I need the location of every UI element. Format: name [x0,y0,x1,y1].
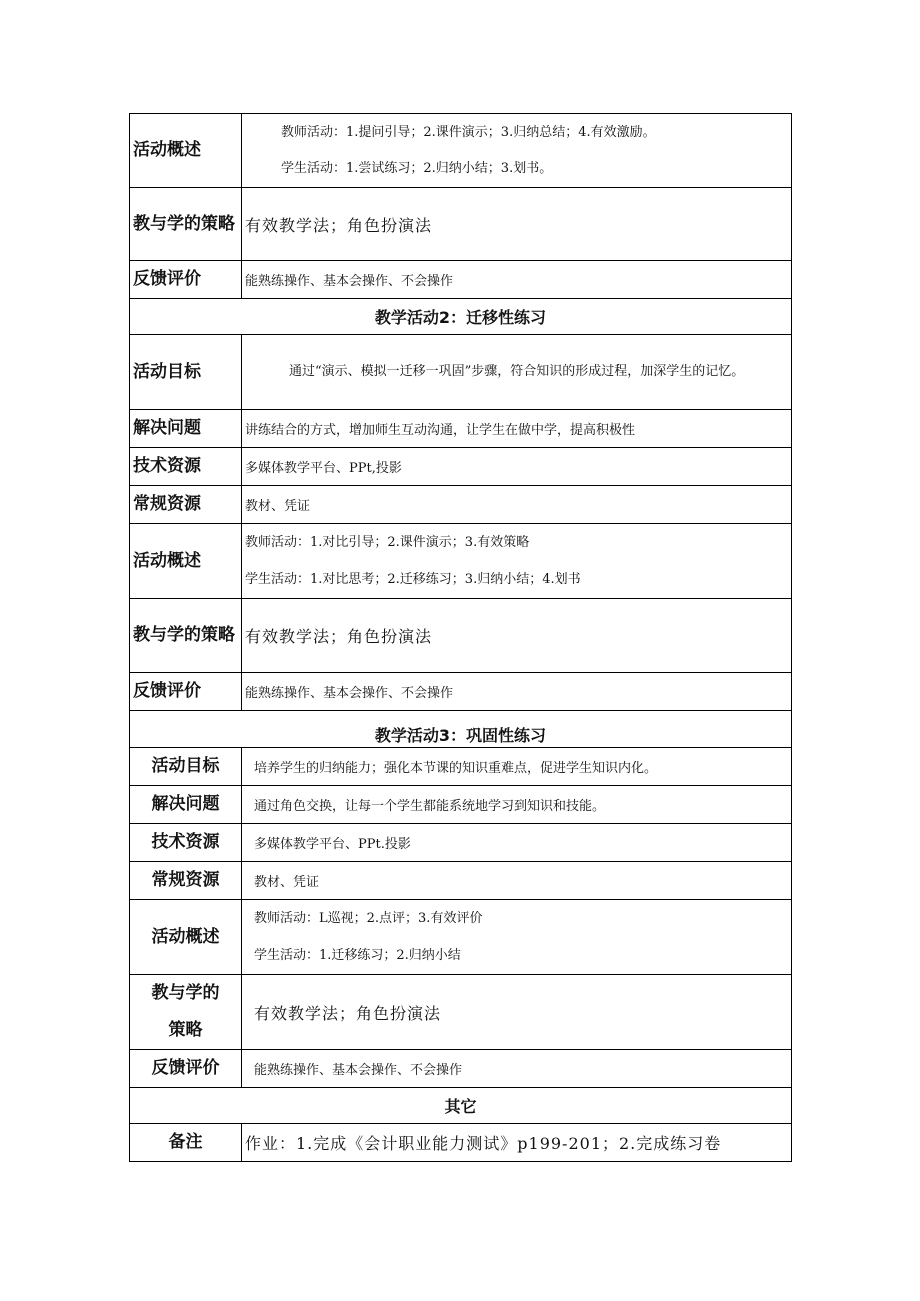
table-row [130,900,792,975]
activity2-overview-label: 活动概述 [130,524,242,599]
table-row [130,1088,792,1124]
lesson-plan-table [129,113,792,1162]
table-row [130,673,792,711]
feedback-label: 反馈评价 [130,261,242,299]
table-row [130,410,792,448]
activity3-title: 教学活动3：巩固性练习 [130,711,792,748]
table-row [130,1124,792,1162]
teacher-activity-text: 教师活动：L巡视；2.点评；3.有效评价 [254,911,483,926]
table-row [130,748,792,786]
activity2-goal-value: 通过“演示、模拟一迁移一巩固”步骤，符合知识的形成过程，加深学生的记忆。 [242,335,792,410]
activity3-strategy-value: 有效教学法；角色扮演法 [242,975,792,1050]
activity3-strategy-label: 教与学的策略 [130,975,242,1050]
activity3-feedback-label: 反馈评价 [130,1050,242,1088]
table-row [130,524,792,599]
strategy-label: 教与学的策略 [130,188,242,261]
table-row [130,599,792,673]
activity3-overview-value [242,900,792,975]
activity2-feedback-label: 反馈评价 [130,673,242,711]
table-row [130,711,792,748]
table-row [130,824,792,862]
student-activity-text: 学生活动：1.尝试练习；2.归纳小结；3.划书。 [281,160,553,176]
student-activity-text: 学生活动：1.迁移练习；2.归纳小结 [254,948,461,963]
activity3-problem-label: 解决问题 [130,786,242,824]
table-row [130,114,792,188]
activity3-goal-label: 活动目标 [130,748,242,786]
other-title: 其它 [130,1088,792,1124]
activity3-goal-value: 培养学生的归纳能力；强化本节课的知识重难点，促进学生知识内化。 [242,748,792,786]
note-label: 备注 [130,1124,242,1162]
table-row [130,862,792,900]
table-row [130,188,792,261]
activity3-regular-label: 常规资源 [130,862,242,900]
table-row [130,486,792,524]
activity2-goal-label: 活动目标 [130,335,242,410]
activity3-overview-label: 活动概述 [130,900,242,975]
activity3-feedback-value: 能熟练操作、基本会操作、不会操作 [242,1050,792,1088]
overview-value [242,114,792,188]
activity3-tech-value: 多媒体教学平台、PPt.投影 [242,824,792,862]
note-value: 作业：1.完成《会计职业能力测试》p199-201；2.完成练习卷 [242,1124,792,1162]
activity2-regular-value: 教材、凭证 [242,486,792,524]
activity2-overview-value [242,524,792,599]
activity2-feedback-value: 能熟练操作、基本会操作、不会操作 [242,673,792,711]
table-row [130,299,792,335]
feedback-value: 能熟练操作、基本会操作、不会操作 [242,261,792,299]
teacher-activity-text: 教师活动：1.对比引导；2.课件演示；3.有效策略 [245,535,530,550]
teacher-activity-text: 教师活动：1.提问引导；2.课件演示；3.归纳总结；4.有效激励。 [281,124,656,140]
activity2-strategy-label: 教与学的策略 [130,599,242,673]
strategy-value: 有效教学法；角色扮演法 [242,188,792,261]
student-activity-text: 学生活动：1.对比思考；2.迁移练习；3.归纳小结；4.划书 [245,572,581,587]
activity2-tech-value: 多媒体教学平台、PPt,投影 [242,448,792,486]
activity3-tech-label: 技术资源 [130,824,242,862]
activity2-title: 教学活动2：迁移性练习 [130,299,792,335]
activity2-problem-label: 解决问题 [130,410,242,448]
activity3-regular-value: 教材、凭证 [242,862,792,900]
table-row [130,1050,792,1088]
table-row [130,975,792,1050]
activity2-strategy-value: 有效教学法；角色扮演法 [242,599,792,673]
table-row [130,261,792,299]
table-row [130,448,792,486]
activity2-problem-value: 讲练结合的方式，增加师生互动沟通，让学生在做中学，提高积极性 [242,410,792,448]
table-row [130,335,792,410]
activity2-regular-label: 常规资源 [130,486,242,524]
activity2-tech-label: 技术资源 [130,448,242,486]
table-row [130,786,792,824]
overview-label: 活动概述 [130,114,242,188]
activity3-problem-value: 通过角色交换，让每一个学生都能系统地学习到知识和技能。 [242,786,792,824]
